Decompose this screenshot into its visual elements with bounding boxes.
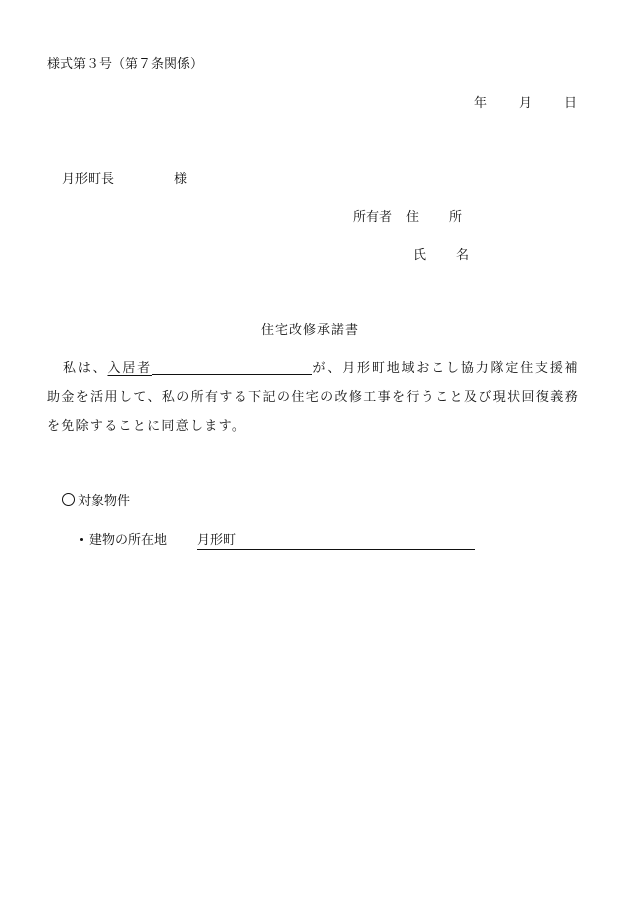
body-suffix: が、月形町地域おこし協力隊定住支援補助金を活用して、私の所有する下記の住宅の改修工事を行うこと及び現状回復義務を免除することに同意します。 xyxy=(47,361,579,434)
year-label: 年 xyxy=(474,96,488,111)
circle-icon xyxy=(62,493,75,506)
addressee xyxy=(62,168,187,187)
form-number: 様式第３号（第７条関係） xyxy=(47,57,204,72)
body-prefix: 私は、 xyxy=(63,361,108,376)
name-label-2: 名 xyxy=(456,248,470,263)
bullet-icon xyxy=(80,538,83,541)
month-label: 月 xyxy=(519,96,533,111)
resident-field xyxy=(108,361,313,376)
addressee-honorific: 様 xyxy=(174,172,188,187)
document-body xyxy=(47,354,579,441)
address-label-1: 住 xyxy=(406,210,420,225)
location-label: 建物の所在地 xyxy=(89,533,168,548)
section-label: 対象物件 xyxy=(78,494,131,509)
location-item xyxy=(78,529,475,550)
location-value: 月形町 xyxy=(197,529,475,550)
addressee-office: 月形町長 xyxy=(62,172,115,187)
date-line xyxy=(474,92,577,111)
target-section-heading xyxy=(62,490,130,509)
owner-name-line xyxy=(413,244,469,263)
resident-label: 入居者 xyxy=(107,361,152,376)
address-label-2: 所 xyxy=(449,210,463,225)
document-title: 住宅改修承諾書 xyxy=(261,323,360,338)
owner-role-label: 所有者 xyxy=(353,210,393,225)
day-label: 日 xyxy=(564,96,578,111)
name-label-1: 氏 xyxy=(413,248,427,263)
owner-address-line xyxy=(353,206,462,225)
resident-name-blank xyxy=(152,361,312,375)
